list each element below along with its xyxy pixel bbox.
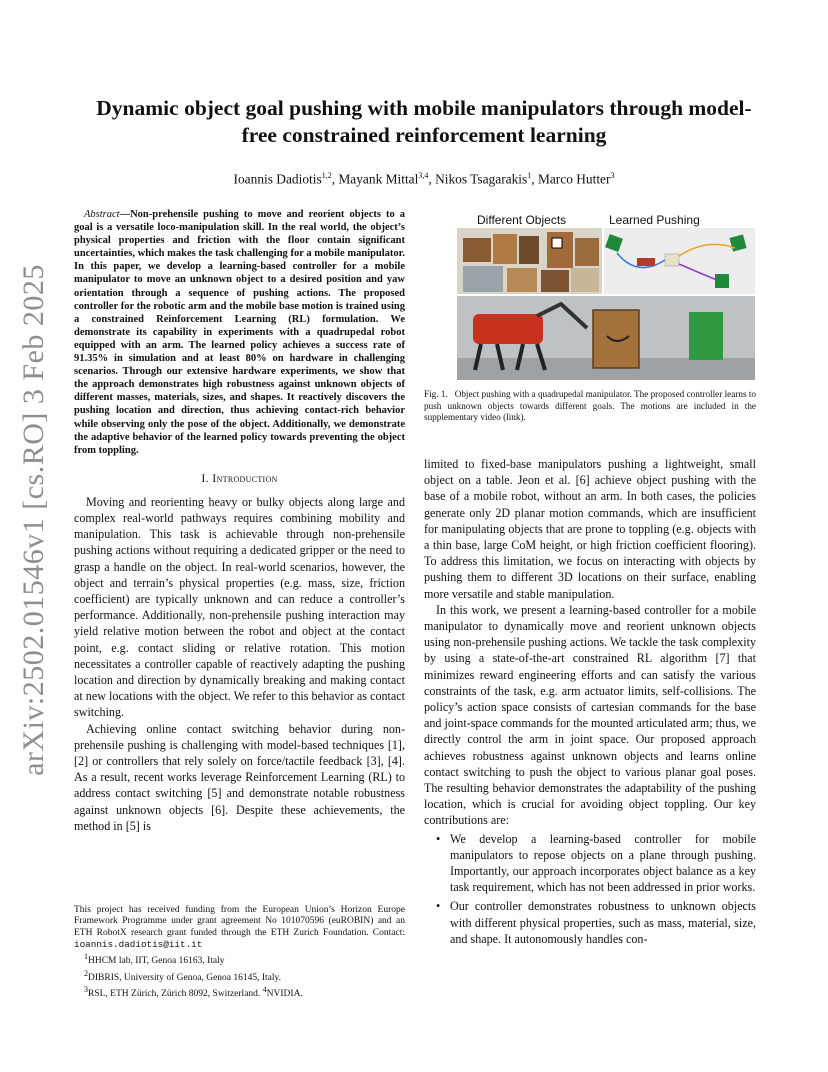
- author-name: Nikos Tsagarakis: [435, 171, 528, 187]
- box-object: [519, 236, 539, 264]
- pushed-object: [665, 254, 679, 266]
- author-name: Mayank Mittal: [338, 171, 419, 187]
- funding-footnote: [74, 905, 405, 951]
- section-number: I.: [201, 470, 209, 485]
- label-learned-pushing: Learned Pushing: [609, 213, 700, 227]
- marker-tag: [552, 238, 562, 248]
- funding-text: This project has received funding from the European Union’s Horizon Europe Framework Programme under grant agreement No 101070596 (euROBIN) and an ETH RobotX research grant funded through the ETH Zurich Foundation. Contact:: [74, 905, 405, 938]
- author-affiliation: 1,2: [321, 171, 332, 180]
- box-object: [493, 234, 517, 264]
- abstract-dash: —: [119, 209, 131, 220]
- box-object: [507, 268, 537, 292]
- affiliation-text: RSL, ETH Zürich, Zürich 8092, Switzerland.: [88, 989, 261, 1000]
- left-column: [74, 208, 405, 834]
- section-heading: [74, 471, 405, 486]
- robot-icon: [637, 258, 655, 266]
- wooden-box: [593, 310, 639, 368]
- caption-text: Object pushing with a quadrupedal manipulator. The proposed controller learns to push unknown objects towards different goals. The motions are included in the supplementary video (link).: [424, 389, 757, 423]
- affiliation-footnote: $^3$RSL, ETH Zürich, Zürich 8092, Switzerland. $^4$NVIDIA.: [84, 985, 303, 1000]
- label-different-objects: Different Objects: [477, 213, 567, 227]
- intro-paragraph: Moving and reorienting heavy or bulky objects along large and complex real-world pathways requires combining mobility and manipulation. This task is achievable through non-prehensile pushing actions without requiring a dedicated gripper or the need to grasp a handle on the object. In real-world scenarios, however, the object and terrain’s physical properties (e.g. mass, size, friction coefficient) are typically unknown and can reduce a controller’s performance. Additionally, non-prehensile pushing interaction may yield relative motion between the robot and object at the contact point, e.g. contact sliding or relative rotation. This motion necessitates a controller capable of reactively adapting the pushing location and direction by dynamically breaking and making contact at new locations with the object. We refer to this behavior as contact switching.: [74, 494, 405, 720]
- paper-title: Dynamic object goal pushing with mobile manipulators through model-free constrained reinforcement learning: [96, 96, 752, 147]
- box-object: [463, 238, 491, 262]
- affiliation-footnote: $^2$DIBRIS, University of Genoa, Genoa 16145, Italy.: [84, 968, 282, 983]
- contribution-item: • Our controller demonstrates robustness to unknown objects with different physical properties, such as mass, material, size, and shape. It autonomously handles con-: [424, 898, 756, 947]
- figure-1: [457, 208, 755, 380]
- contributions-list: [424, 831, 756, 947]
- box-object: [547, 232, 573, 268]
- author-name: Ioannis Dadiotis: [233, 171, 322, 187]
- quadruped-robot-body: [473, 314, 543, 344]
- section-title: Introduction: [212, 470, 278, 485]
- figure-caption: [424, 389, 756, 424]
- caption-label: Fig. 1.: [424, 389, 448, 399]
- footnotes: [74, 905, 405, 1001]
- body-paragraph: In this work, we present a learning-based controller for a mobile manipulator to dynamically move and reorient unknown objects using non-prehensile pushing actions. We tackle the task complexity by using a state-of-the-art constrained RL algorithm [7] that minimizes reward engineering efforts and can satisfy the various constraints of the task, e.g. arm actuator limits, self-collisions. The policy’s action space consists of cartesian commands for the base and joint-space commands for the mounted articulated arm; thus, we directly control the arm in joint space. Our proposed approach achieves robustness against unknown objects and learns online contact switching to push the object to various planar goal poses. The resulting behavior demonstrates the adaptability of the pushing location, which is crucial for avoiding object toppling. Our key contributions are:: [424, 602, 756, 828]
- author-affiliation: 1: [527, 171, 532, 180]
- body-paragraph: limited to fixed-base manipulators pushing a lightweight, small object on a table. Jeon et al. [6] achieve object pushing with the base of a mobile robot, without an arm. In both cases, the policies generate only 2D planar motion commands, which are insufficient for manipulating objects that are prone to toppling (e.g. objects with a thin base, large CoM height, or high friction coefficient flooring). To address this limitation, we focus on interacting with objects by pushing them to different 3D locations on their surface, enabling more versatile and stable manipulation.: [424, 457, 756, 601]
- abstract-text: Non-prehensile pushing to move and reorient objects to a goal is a versatile loco-manipulation skill. In the real world, the object’s physical properties and friction with the floor contain significant uncertainties, which makes the task challenging for a mobile manipulator. In this paper, we develop a learning-based controller for a mobile manipulator to move an unknown object to a desired position and yaw orientation through a sequence of pushing actions. The proposed controller for the robotic arm and the mobile base motion is trained using a constrained Reinforcement Learning (RL) formulation. We demonstrate its capability in experiments with a quadrupedal robot equipped with an arm. The learned policy achieves a success rate of 91.35% in simulation and at least 80% on hardware in challenging scenarios. Through our extensive hardware experiments, we show that the approach demonstrates high robustness against unknown objects of different masses, materials, sizes, and shapes. It reactively discovers the pushing location and direction, thus achieving contact-rich behavior while observing only the pose of the object. Additionally, we demonstrate the adaptive behavior of the learned policy towards preventing the object from toppling.: [74, 209, 405, 456]
- figure-1-image: [457, 208, 755, 380]
- abstract-label: Abstract: [84, 209, 120, 220]
- intro-paragraph: Achieving online contact switching behavior during non-prehensile pushing is challenging with model-based techniques [1], [2] or controllers that rely solely on force/tactile feedback [3], [4]. As a result, recent works leverage Reinforcement Learning (RL) to address contact switching [5] and demonstrate notable robustness against unknown objects [6]. Despite these achievements, the method in [5] is: [74, 721, 405, 833]
- author-affiliation: 3: [610, 171, 615, 180]
- crate-object: [463, 266, 503, 292]
- box-object: [575, 238, 599, 266]
- arxiv-identifier: arXiv:2502.01546v1 [cs.RO] 3 Feb 2025: [17, 264, 50, 776]
- abstract: [74, 208, 405, 457]
- goal-box: [715, 274, 729, 288]
- box-object: [541, 270, 569, 292]
- arxiv-side-stamp: [14, 264, 54, 776]
- affiliation-text: DIBRIS, University of Genoa, Genoa 16145, Italy.: [88, 972, 282, 983]
- author-name: Marco Hutter: [537, 171, 611, 187]
- affiliation-text: HHCM lab, IIT, Genoa 16163, Italy: [88, 956, 225, 967]
- right-column-text: [424, 456, 756, 950]
- affiliation-footnote: $^1$HHCM lab, IIT, Genoa 16163, Italy: [84, 952, 225, 967]
- contribution-item: • We develop a learning-based controller for mobile manipulators to repose objects on a plane through pushing. Importantly, our approach incorporates object balance as a key task requirement, which has not been addressed in prior works.: [424, 831, 756, 896]
- author-list: Ioannis Dadiotis$^{1,2}$, Mayank Mittal$^{3,4}$, Nikos Tsagarakis$^1$, Marco Hutter$^3$: [233, 171, 615, 187]
- box-object: [571, 268, 599, 292]
- green-box: [689, 312, 723, 360]
- author-affiliation: 3,4: [418, 171, 429, 180]
- affiliation-text: NVIDIA.: [266, 989, 303, 1000]
- contact-email[interactable]: ioannis.dadiotis@iit.it: [74, 938, 203, 950]
